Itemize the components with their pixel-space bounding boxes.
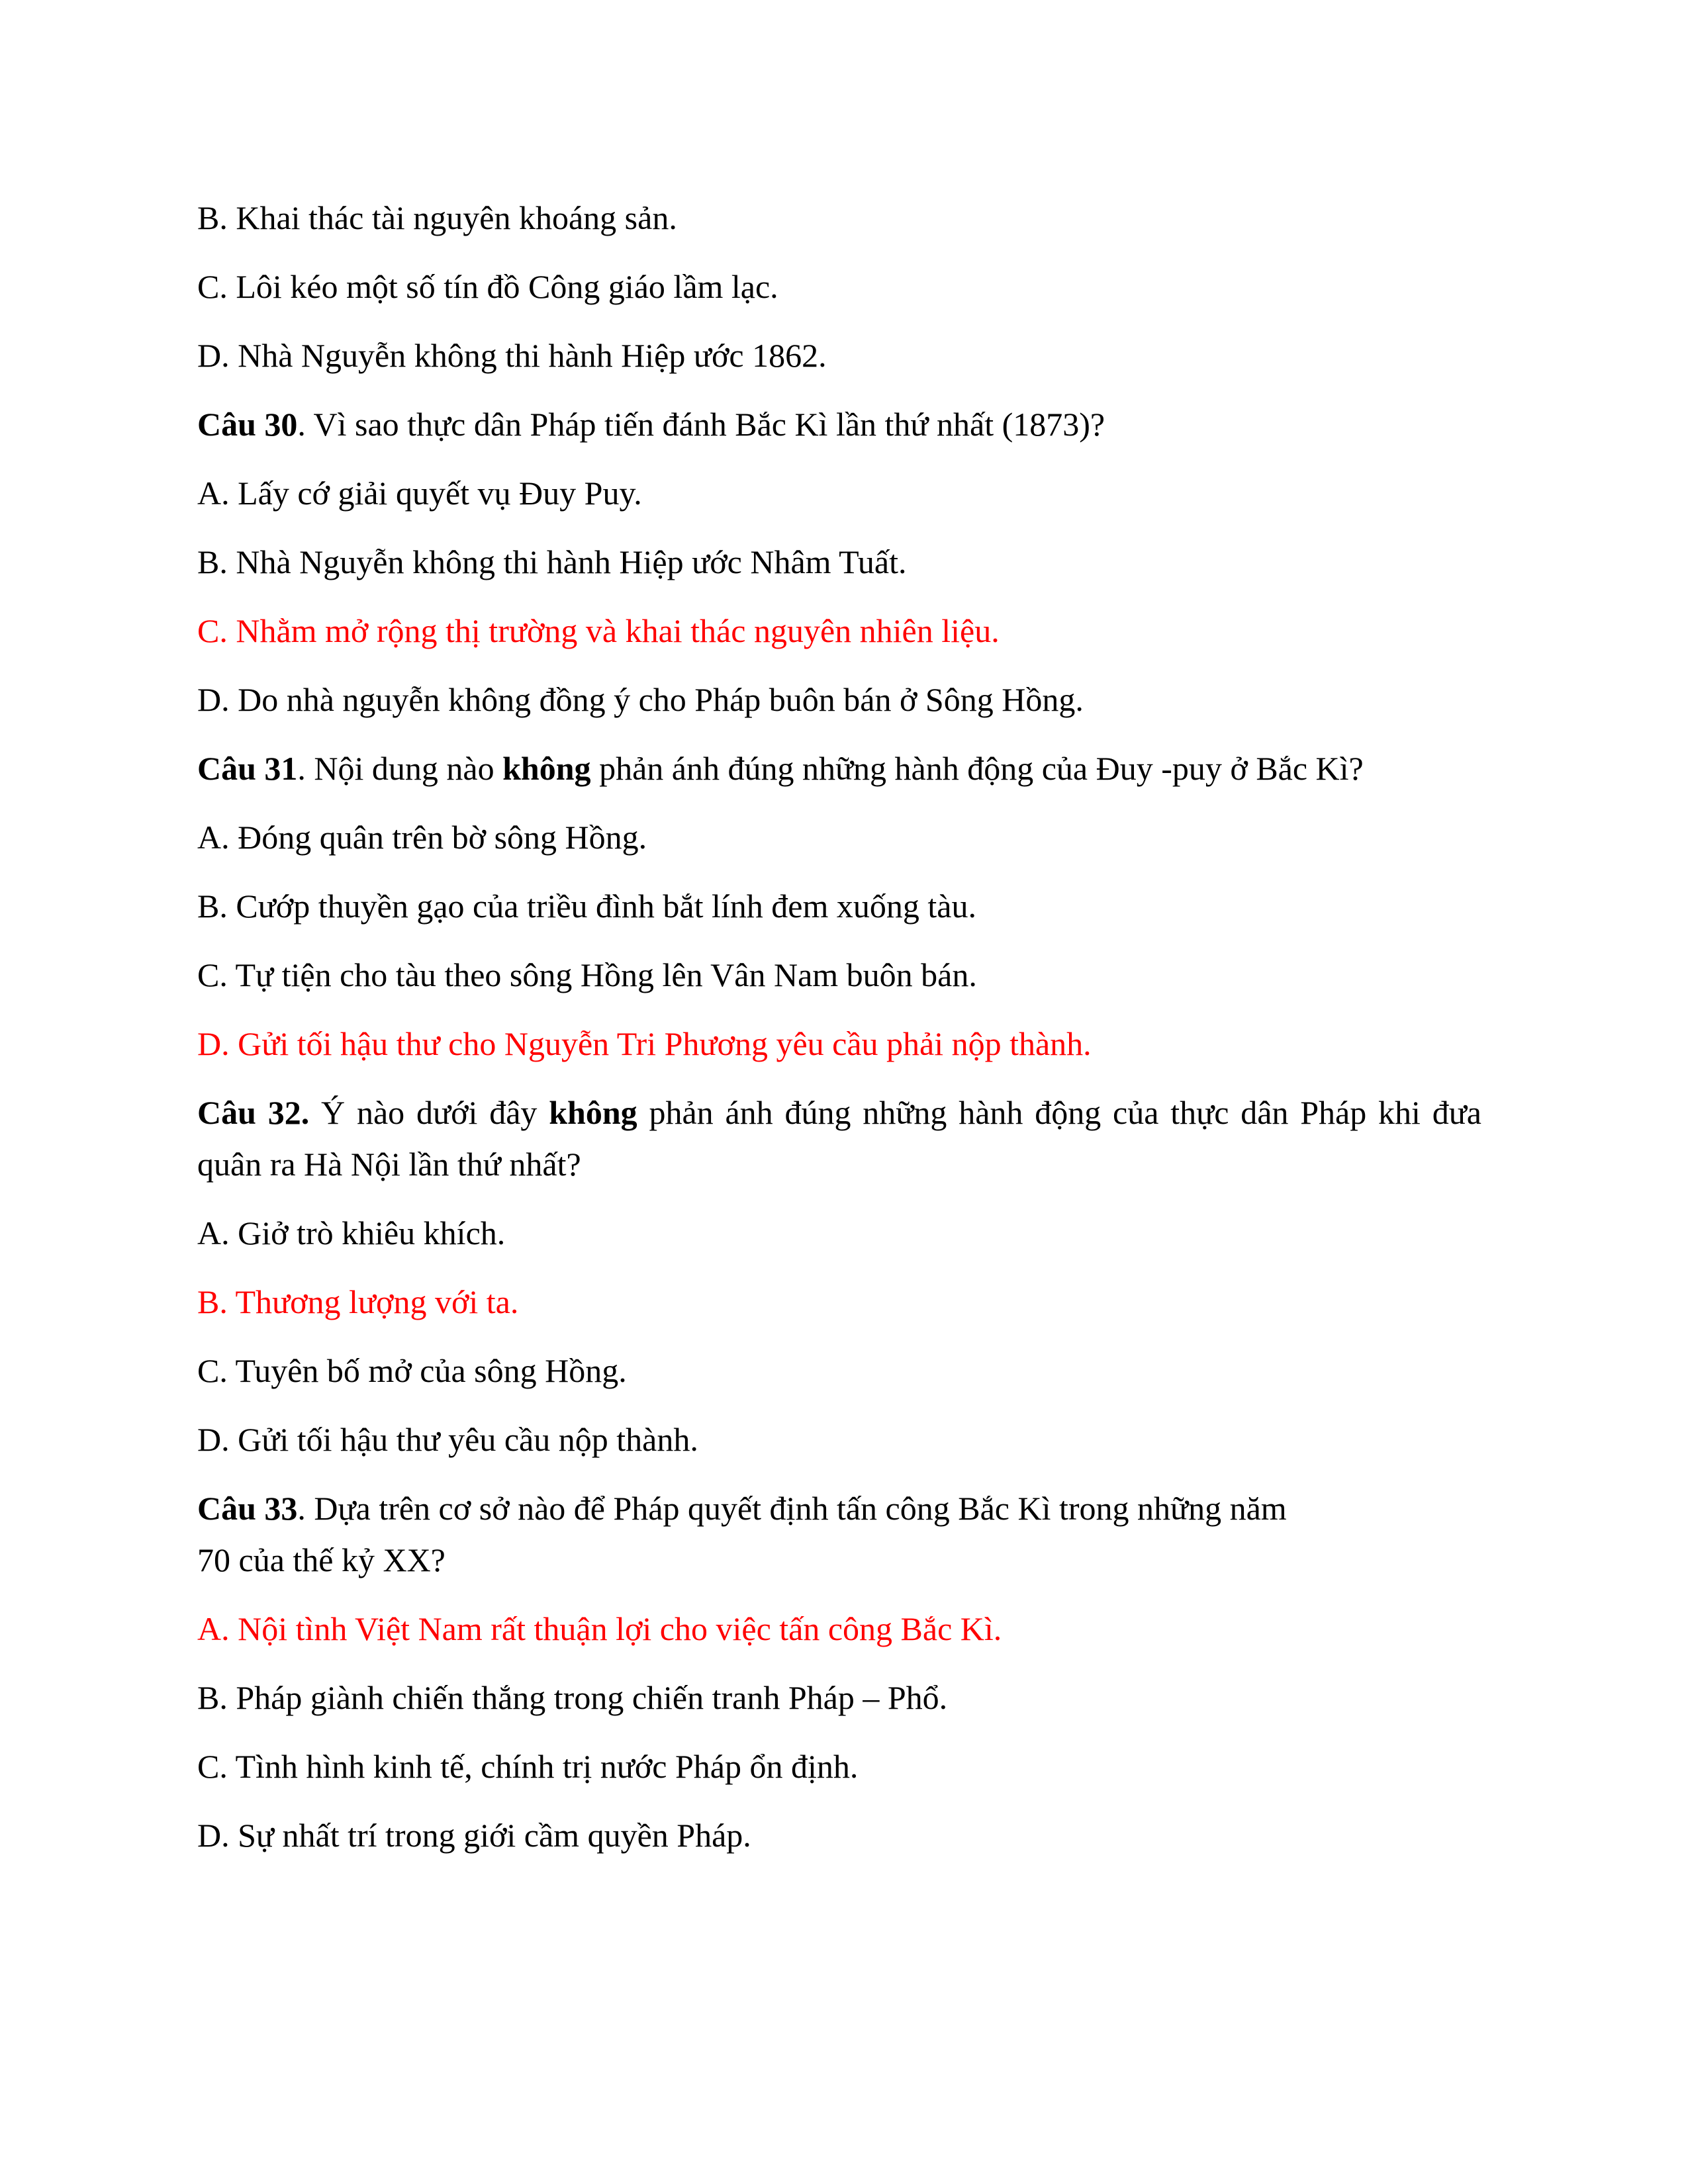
question-emphasis: không [502,750,591,787]
question-emphasis: không [549,1094,637,1131]
question-text: Ý nào dưới đây [309,1094,549,1131]
correct-answer-option-a: A. Nội tình Việt Nam rất thuận lợi cho việc tấn công Bắc Kì. [197,1610,1002,1647]
answer-option-a: A. Đóng quân trên bờ sông Hồng. [197,819,647,856]
answer-option-b: B. Pháp giành chiến thắng trong chiến tranh Pháp – Phổ. [197,1679,948,1716]
answer-option-c: C. Tình hình kinh tế, chính trị nước Pháp ổn định. [197,1748,859,1785]
question-text: phản ánh đúng những hành động của thực dân Pháp khi đưa quân ra Hà Nội lần thứ nhất? [197,1094,1481,1183]
answer-option-c: C. Lôi kéo một số tín đồ Công giáo lầm lạc. [197,268,778,305]
question-30 [197,398,1481,450]
answer-option-b: B. Cướp thuyền gạo của triều đình bắt lính đem xuống tàu. [197,887,976,925]
answer-option-d: D. Sự nhất trí trong giới cầm quyền Pháp. [197,1817,751,1854]
answer-option-b: B. Khai thác tài nguyên khoáng sản. [197,199,677,236]
question-32 [197,1087,1481,1190]
correct-answer-option-c: C. Nhằm mở rộng thị trường và khai thác nguyên nhiên liệu. [197,612,1000,649]
answer-option-d: D. Gửi tối hậu thư yêu cầu nộp thành. [197,1421,698,1458]
question-text: phản ánh đúng những hành động của Đuy -puy ở Bắc Kì? [590,750,1364,787]
question-text: . Nội dung nào [297,750,503,787]
answer-option-a: A. Lấy cớ giải quyết vụ Đuy Puy. [197,475,642,512]
question-text: 70 của thế kỷ XX? [197,1541,445,1578]
correct-answer-option-d: D. Gửi tối hậu thư cho Nguyễn Tri Phương yêu cầu phải nộp thành. [197,1025,1092,1062]
answer-option-d: D. Do nhà nguyễn không đồng ý cho Pháp buôn bán ở Sông Hồng. [197,681,1084,718]
question-label: Câu 31 [197,750,298,787]
question-text: . Dựa trên cơ sở nào để Pháp quyết định tấn công Bắc Kì trong những năm [297,1490,1287,1527]
question-label: Câu 30 [197,406,298,443]
question-label: Câu 33 [197,1490,298,1527]
answer-option-d: D. Nhà Nguyễn không thi hành Hiệp ước 1862. [197,337,827,374]
correct-answer-option-b: B. Thương lượng với ta. [197,1283,519,1320]
question-33 [197,1482,1481,1586]
document-page [197,192,1481,1878]
answer-option-c: C. Tự tiện cho tàu theo sông Hồng lên Vân Nam buôn bán. [197,956,977,993]
question-text: . Vì sao thực dân Pháp tiến đánh Bắc Kì lần thứ nhất (1873)? [297,406,1105,443]
answer-option-b: B. Nhà Nguyễn không thi hành Hiệp ước Nhâm Tuất. [197,543,907,580]
question-31 [197,743,1481,794]
answer-option-a: A. Giở trò khiêu khích. [197,1214,506,1251]
answer-option-c: C. Tuyên bố mở của sông Hồng. [197,1352,627,1389]
question-label: Câu 32. [197,1094,310,1131]
